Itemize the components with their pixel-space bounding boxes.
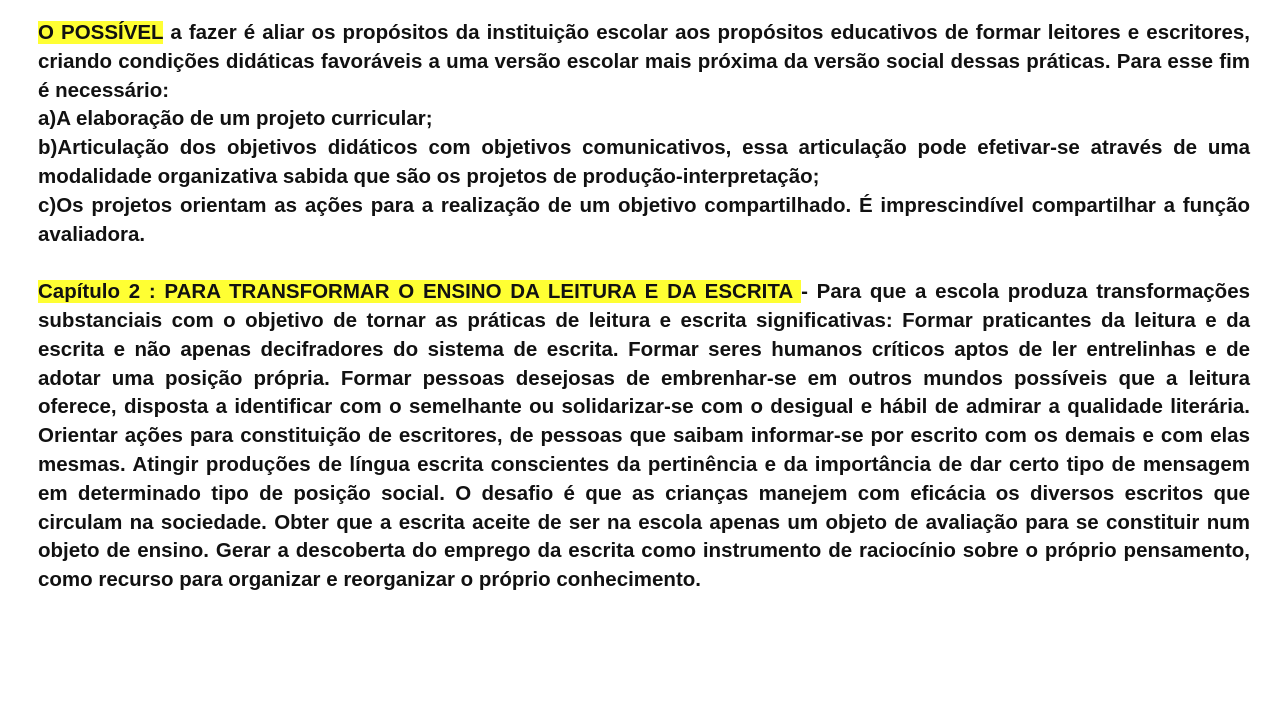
chapter-paragraph <box>38 278 1250 595</box>
chapter-heading-highlight: Capítulo 2 : PARA TRANSFORMAR O ENSINO DA LEITURA E DA ESCRITA <box>38 280 802 304</box>
item-b: b)Articulação dos objetivos didáticos com objetivos comunicativos, essa articulação pode efetivar-se através de uma modalidade organizativa sabida que são os projetos de produção-interpretação; <box>38 136 1250 188</box>
intro-paragraph <box>38 19 1250 105</box>
item-a: a)A elaboração de um projeto curricular; <box>38 107 433 131</box>
paragraph-spacer <box>38 249 1250 278</box>
highlight-o-possivel: O POSSÍVEL <box>38 21 164 44</box>
intro-text: a fazer é aliar os propósitos da instituição escolar aos propósitos educativos de formar leitores e escritores, criando condições didáticas favoráveis a uma versão escolar mais próxima da versão social dessas práticas. Para esse fim é necessário: <box>38 21 1251 102</box>
item-c: c)Os projetos orientam as ações para a realização de um objetivo compartilhado. É imprescindível compartilhar a função avaliadora. <box>38 193 1250 246</box>
chapter-body-text: - Para que a escola produza transformações substanciais com o objetivo de tornar as práticas de leitura e escrita significativas: Formar praticantes da leitura e da escrita e não apenas decifradores do sistema de escrita. Formar seres humanos críticos aptos de ler entrelinhas e de adotar uma posição própria. Formar pessoas desejosas de embrenhar-se em outros mundos possíveis que a leitura oferece, disposta a identificar com o semelhante ou solidarizar-se com o desigual e hábil de admirar a qualidade literária. Orientar ações para constituição de escritores, de pessoas que saibam informar-se por escrito com os demais e com elas mesmas. Atingir produções de língua escrita conscientes da pertinência e da importância de dar certo tipo de mensagem em determinado tipo de posição social. O desafio é que as crianças manejem com eficácia os diversos escritos que circulam na sociedade. Obter que a escrita aceite de ser na escola apenas um objeto de avaliação para se constituir num objeto de ensino. Gerar a descoberta do emprego da escrita como instrumento de raciocínio sobre o próprio pensamento, como recurso para organizar e reorganizar o próprio conhecimento. <box>38 280 1251 592</box>
